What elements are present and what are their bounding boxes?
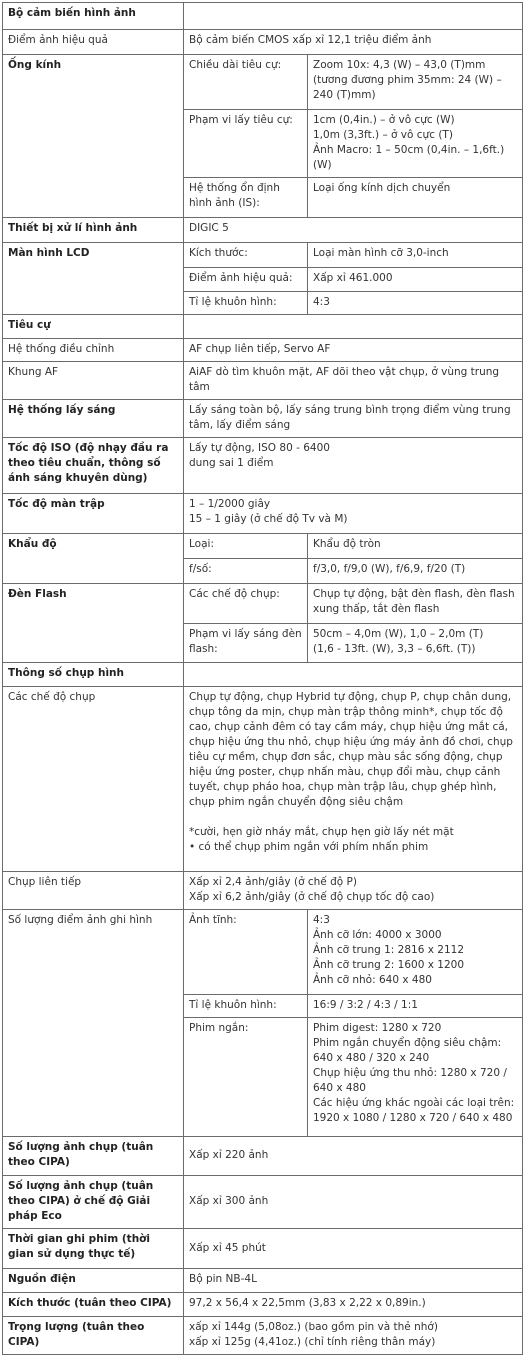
spec-label: Bộ cảm biến hình ảnh	[3, 3, 184, 30]
spec-label: Khung AF	[3, 362, 184, 400]
spec-label: Tốc độ màn trập	[3, 494, 184, 534]
spec-row	[3, 438, 523, 494]
spec-sublabel: Phim ngắn:	[184, 1018, 308, 1137]
spec-value: 97,2 x 56,4 x 22,5mm (3,83 x 2,22 x 0,89in.)	[184, 1293, 523, 1317]
spec-value: f/3,0, f/9,0 (W), f/6,9, f/20 (T)	[308, 559, 523, 584]
spec-row	[3, 494, 523, 534]
spec-row	[3, 1176, 523, 1229]
spec-sublabel: f/số:	[184, 559, 308, 584]
spec-row	[3, 534, 523, 559]
spec-row	[3, 362, 523, 400]
spec-row	[3, 663, 523, 687]
spec-value: AiAF dò tìm khuôn mặt, AF dõi theo vật chụp, ở vùng trung tâm	[184, 362, 523, 400]
spec-value	[184, 3, 523, 30]
spec-value: Xấp xỉ 461.000	[308, 268, 523, 292]
spec-label: Điểm ảnh hiệu quả	[3, 30, 184, 55]
spec-sublabel: Các chế độ chụp:	[184, 584, 308, 624]
spec-row	[3, 872, 523, 910]
spec-row	[3, 687, 523, 872]
spec-value: xấp xỉ 144g (5,08oz.) (bao gồm pin và thẻ nhớ) xấp xỉ 125g (4,41oz.) (chỉ tính riêng thân máy)	[184, 1317, 523, 1355]
spec-label: Khẩu độ	[3, 534, 184, 584]
spec-row	[3, 1317, 523, 1355]
spec-label: Màn hình LCD	[3, 243, 184, 315]
spec-sublabel: Hệ thống ổn định hình ảnh (IS):	[184, 178, 308, 218]
spec-row	[3, 584, 523, 624]
spec-value: Xấp xỉ 220 ảnh	[184, 1137, 523, 1176]
spec-value: Chụp tự động, bật đèn flash, đèn flash xung thấp, tắt đèn flash	[308, 584, 523, 624]
spec-row	[3, 1137, 523, 1176]
spec-table	[2, 2, 523, 1355]
spec-value	[184, 663, 523, 687]
spec-value: DIGIC 5	[184, 218, 523, 243]
spec-row	[3, 218, 523, 243]
spec-label: Hệ thống lấy sáng	[3, 400, 184, 438]
spec-label: Hệ thống điều chỉnh	[3, 339, 184, 362]
spec-row	[3, 315, 523, 339]
spec-row	[3, 339, 523, 362]
spec-value: Chụp tự động, chụp Hybrid tự động, chụp P, chụp chân dung, chụp tông da mịn, chụp màn trập thông minh*, chụp tốc độ cao, chụp cảnh đêm có tay cầm máy, chụp hiệu ứng mắt cá, chụp hiệu ứng thu nhỏ, chụp hiệu ứng máy ảnh đồ chơi, chụp tiêu cự mềm, chụp đơn sắc, chụp màu sắc sống động, chụp hiệu ứng poster, chụp nhấn màu, chụp đổi màu, chụp cảnh tuyết, chụp pháo hoa, chụp màn trập lâu, chụp ghép hình, chụp phim ngắn chuyển động siêu chậm *cười, hẹn giờ nháy mắt, chụp hẹn giờ lấy nét mặt • có thể chụp phim ngắn với phím nhấn phim	[184, 687, 523, 872]
spec-value: Loại ống kính dịch chuyển	[308, 178, 523, 218]
spec-label: Số lượng ảnh chụp (tuân theo CIPA) ở chế độ Giải pháp Eco	[3, 1176, 184, 1229]
spec-label: Tiêu cự	[3, 315, 184, 339]
spec-label: Chụp liên tiếp	[3, 872, 184, 910]
spec-value: Lấy sáng toàn bộ, lấy sáng trung bình trọng điểm vùng trung tâm, lấy điểm sáng	[184, 400, 523, 438]
spec-label: Ống kính	[3, 55, 184, 218]
spec-row	[3, 910, 523, 995]
spec-value: Khẩu độ tròn	[308, 534, 523, 559]
spec-value: Phim digest: 1280 x 720 Phim ngắn chuyển động siêu chậm: 640 x 480 / 320 x 240 Chụp hiệu ứng thu nhỏ: 1280 x 720 / 640 x 480 Các hiệu ứng khác ngoài các loại trên: 1920 x 1080 / 1280 x 720 / 640 x 480	[308, 1018, 523, 1137]
spec-row	[3, 1293, 523, 1317]
spec-sublabel: Phạm vi lấy tiêu cự:	[184, 110, 308, 178]
spec-sublabel: Ảnh tĩnh:	[184, 910, 308, 995]
spec-label: Số lượng ảnh chụp (tuân theo CIPA)	[3, 1137, 184, 1176]
spec-label: Trọng lượng (tuân theo CIPA)	[3, 1317, 184, 1355]
spec-label: Tốc độ ISO (độ nhạy đầu ra theo tiêu chuẩn, thông số ánh sáng khuyên dùng)	[3, 438, 184, 494]
spec-sublabel: Loại:	[184, 534, 308, 559]
spec-value: AF chụp liên tiếp, Servo AF	[184, 339, 523, 362]
spec-label: Các chế độ chụp	[3, 687, 184, 872]
spec-row	[3, 1269, 523, 1293]
spec-row	[3, 30, 523, 55]
spec-row	[3, 55, 523, 110]
spec-sublabel: Kích thước:	[184, 243, 308, 268]
spec-label: Thiết bị xử lí hình ảnh	[3, 218, 184, 243]
spec-sublabel: Tỉ lệ khuôn hình:	[184, 292, 308, 315]
spec-value: Bộ cảm biến CMOS xấp xỉ 12,1 triệu điểm ảnh	[184, 30, 523, 55]
spec-label: Kích thước (tuân theo CIPA)	[3, 1293, 184, 1317]
spec-label: Số lượng điểm ảnh ghi hình	[3, 910, 184, 1137]
spec-label: Thông số chụp hình	[3, 663, 184, 687]
spec-value: 1cm (0,4in.) – ở vô cực (W) 1,0m (3,3ft.) – ở vô cực (T) Ảnh Macro: 1 – 50cm (0,4in. – 1,6ft.) (W)	[308, 110, 523, 178]
spec-label: Nguồn điện	[3, 1269, 184, 1293]
spec-row	[3, 400, 523, 438]
spec-row	[3, 3, 523, 30]
spec-value: 4:3	[308, 292, 523, 315]
spec-value: 50cm – 4,0m (W), 1,0 – 2,0m (T) (1,6 - 13ft. (W), 3,3 – 6,6ft. (T))	[308, 624, 523, 663]
spec-value: Xấp xỉ 300 ảnh	[184, 1176, 523, 1229]
spec-row	[3, 1229, 523, 1269]
spec-value: Lấy tự động, ISO 80 - 6400 dung sai 1 điểm	[184, 438, 523, 494]
spec-row	[3, 243, 523, 268]
spec-value: 4:3 Ảnh cỡ lớn: 4000 x 3000 Ảnh cỡ trung 1: 2816 x 2112 Ảnh cỡ trung 2: 1600 x 1200 Ảnh cỡ nhỏ: 640 x 480	[308, 910, 523, 995]
spec-sublabel: Tỉ lệ khuôn hình:	[184, 995, 308, 1018]
spec-value: 16:9 / 3:2 / 4:3 / 1:1	[308, 995, 523, 1018]
spec-value: Loại màn hình cỡ 3,0-inch	[308, 243, 523, 268]
spec-value: 1 – 1/2000 giây 15 – 1 giây (ở chế độ Tv và M)	[184, 494, 523, 534]
spec-label: Thời gian ghi phim (thời gian sử dụng thực tế)	[3, 1229, 184, 1269]
spec-sublabel: Chiều dài tiêu cự:	[184, 55, 308, 110]
spec-value: Xấp xỉ 2,4 ảnh/giây (ở chế độ P) Xấp xỉ 6,2 ảnh/giây (ở chế độ chụp tốc độ cao)	[184, 872, 523, 910]
spec-sublabel: Điểm ảnh hiệu quả:	[184, 268, 308, 292]
spec-sublabel: Phạm vi lấy sáng đèn flash:	[184, 624, 308, 663]
spec-label: Đèn Flash	[3, 584, 184, 663]
spec-value: Zoom 10x: 4,3 (W) – 43,0 (T)mm (tương đương phim 35mm: 24 (W) – 240 (T)mm)	[308, 55, 523, 110]
spec-value: Bộ pin NB-4L	[184, 1269, 523, 1293]
spec-value	[184, 315, 523, 339]
spec-value: Xấp xỉ 45 phút	[184, 1229, 523, 1269]
